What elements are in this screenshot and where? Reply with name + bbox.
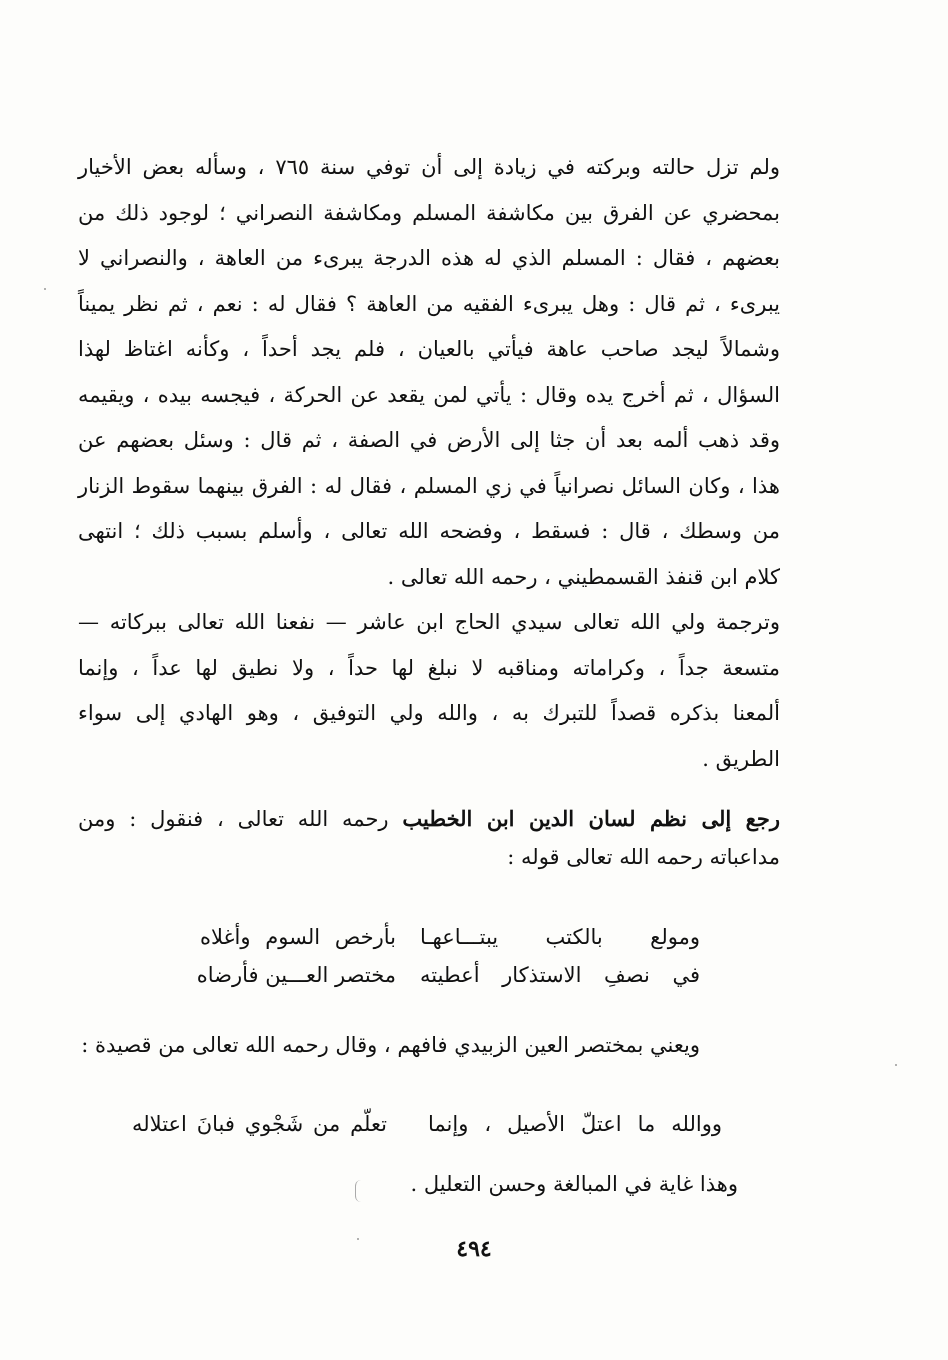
hemistich-first: في نصفِ الاستذكار أعطيته: [420, 963, 700, 987]
text-line: متسعة جداً ، وكراماته ومناقبه لا نبلغ لها حداً ، ولا نطيق لها عداً ، وإنما: [78, 655, 780, 680]
scan-speck: [895, 1064, 897, 1066]
scan-speck: [357, 1238, 359, 1240]
text-line: السؤال ، ثم أخرج يده وقال : يأتي لمن يقعد عن الحركة ، فيجسه بيده ، ويقيمه: [78, 382, 780, 407]
text-line: كلام ابن قنفذ القسمطيني ، رحمه الله تعالى .: [387, 564, 780, 589]
hemistich-second: تعلّم من شَجْوي فبانَ اعتلاله: [132, 1112, 387, 1136]
hemistich-second: بأرخص السوم وأغلاه: [200, 925, 396, 949]
margin-mark: [355, 1180, 362, 1202]
closing-remark: وهذا غاية في المبالغة وحسن التعليل .: [410, 1172, 738, 1196]
paragraph-ibn-qunfudh: [78, 145, 780, 600]
paragraph-ibn-ashir: [78, 600, 780, 782]
poem-verse: [196, 956, 700, 994]
poem-verse: [200, 918, 700, 956]
text-line: من وسطك ، قال : فسقط ، وفضحه الله تعالى ، وأسلم بسبب ذلك ؛ انتهى: [78, 519, 780, 543]
commentary-line: ويعني بمختصر العين الزبيدي فافهم ، وقال رحمه الله تعالى من قصيدة :: [81, 1033, 700, 1057]
text-line: الطريق .: [702, 746, 780, 771]
text-line: [78, 800, 780, 838]
text-line: وقد ذهب ألمه بعد أن جثا إلى الأرض في الصفة ، ثم قال : وسئل بعضهم عن: [78, 428, 780, 452]
text-line: ألمعنا بذكره قصداً للتبرك به ، والله ولي التوفيق ، وهو الهادي إلى سواء: [78, 701, 780, 725]
poem-books: [196, 918, 700, 994]
text-line: هذا ، وكان السائل نصرانياً في زي المسلم ، فقال له : الفرق بينهما سقوط الزنار: [78, 473, 780, 498]
text-line: بمحضري عن الفرق بين مكاشفة المسلم ومكاشفة النصراني ؛ لوجود ذلك من: [78, 200, 780, 225]
poem-verse: [132, 1105, 722, 1143]
text-line: يبرىء ، ثم قال : وهل يبرىء الفقيه من العاهة ؟ فقال له : نعم ، ثم نظر يميناً: [78, 291, 780, 316]
hemistich-first: ووالله ما اعتلّ الأصيل ، وإنما: [428, 1112, 722, 1136]
page-number: ٤٩٤: [456, 1236, 492, 1262]
poem-evening: [132, 1105, 722, 1143]
text-line: وشمالاً ليجد صاحب عاهة فيأتي بالعيان ، فلم يجد أحداً ، وكأنه اغتاظ لهذا: [78, 337, 780, 361]
section-heading-run: رجع إلى نظم لسان الدين ابن الخطيب: [402, 806, 780, 831]
hemistich-first: ومولع بالكتب يبتـــاعهـا: [420, 925, 700, 949]
text-line: وترجمة ولي الله تعالى سيدي الحاج ابن عاشر — نفعنا الله تعالى ببركاته —: [78, 610, 780, 634]
hemistich-second: مختصر العـــين فأرضاه: [196, 963, 396, 987]
text-line: مداعباته رحمه الله تعالى قوله :: [507, 845, 780, 869]
paragraph-return-to-poetry: [78, 800, 780, 876]
heading-continuation: رحمه الله تعالى ، فنقول : ومن: [78, 807, 403, 831]
text-line: بعضهم ، فقال : المسلم الذي له هذه الدرجة يبرىء من العاهة ، والنصراني لا: [78, 246, 780, 270]
scan-speck: [44, 288, 46, 290]
text-line: ولم تزل حالته وبركته في زيادة إلى أن توفي سنة ٧٦٥ ، وسأله بعض الأخيار: [78, 155, 780, 179]
